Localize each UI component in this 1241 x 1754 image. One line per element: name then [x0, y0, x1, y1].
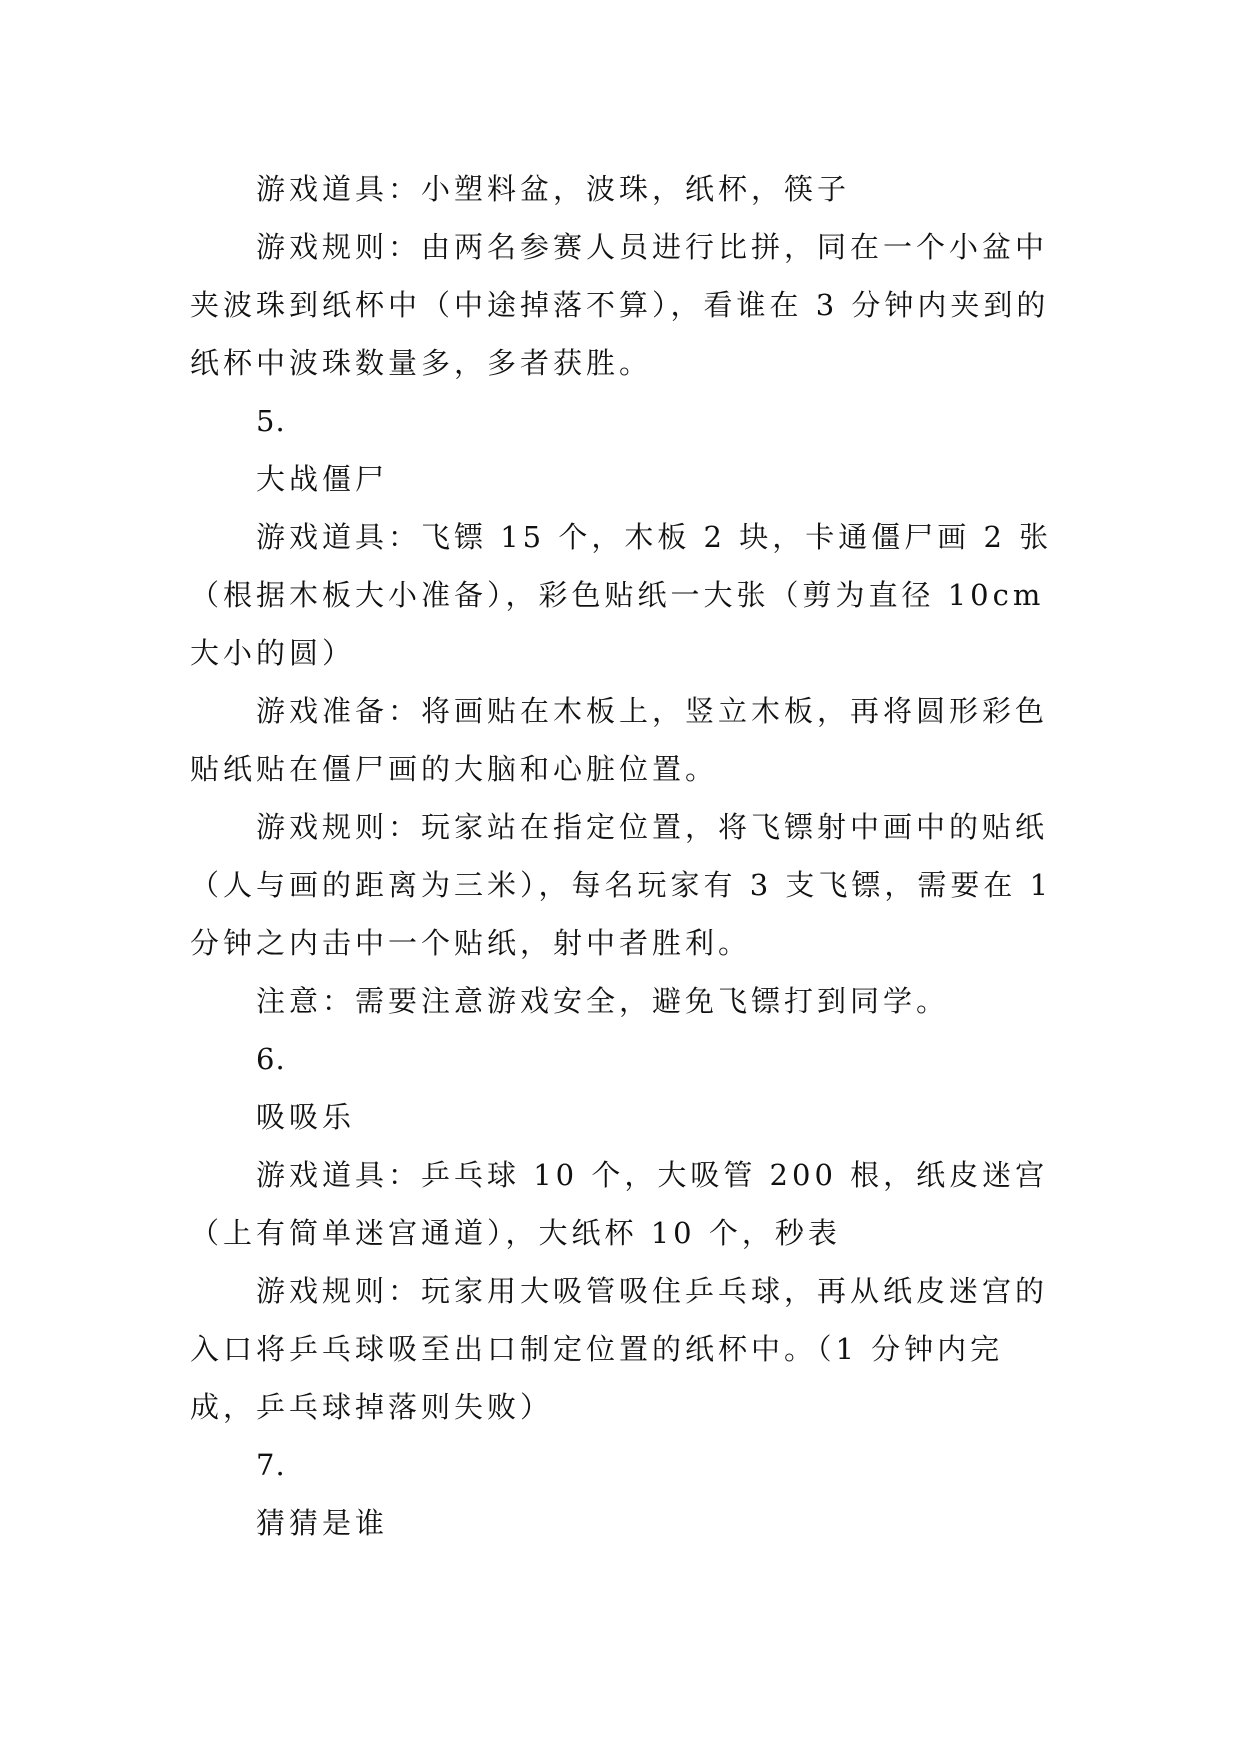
paragraph-note-zombie: 注意：需要注意游戏安全，避免飞镖打到同学。 — [256, 984, 950, 1018]
paragraph-rules-zombie: 游戏规则：玩家站在指定位置，将飞镖射中画中的贴纸（人与画的距离为三米），每名玩家有 3 支飞镖，需要在 1 分钟之内击中一个贴纸，射中者胜利。 — [190, 810, 1066, 960]
paragraph-props-zombie: 游戏道具：飞镖 15 个，木板 2 块，卡通僵尸画 2 张（根据木板大小准备），彩色贴纸一大张（剪为直径 10cm 大小的圆） — [190, 520, 1058, 670]
section-number-6: 6. — [256, 1042, 286, 1076]
section-number-7: 7. — [256, 1448, 286, 1482]
section-title-suck-fun: 吸吸乐 — [256, 1100, 356, 1134]
paragraph-rules-suck-fun: 游戏规则：玩家用大吸管吸住乒乓球，再从纸皮迷宫的入口将乒乓球吸至出口制定位置的纸杯中。（1 分钟内完成，乒乓球掉落则失败） — [190, 1274, 1049, 1424]
paragraph-prep-zombie: 游戏准备：将画贴在木板上，竖立木板，再将圆形彩色贴纸贴在僵尸画的大脑和心脏位置。 — [190, 694, 1049, 786]
section-title-zombie-battle: 大战僵尸 — [256, 462, 389, 496]
paragraph-rules-game4: 游戏规则：由两名参赛人员进行比拼，同在一个小盆中夹波珠到纸杯中（中途掉落不算），看谁在 3 分钟内夹到的纸杯中波珠数量多，多者获胜。 — [190, 230, 1050, 380]
paragraph-props-suck-fun: 游戏道具：乒乓球 10 个，大吸管 200 根，纸皮迷宫（上有简单迷宫通道），大纸杯 10 个，秒表 — [190, 1158, 1049, 1250]
document-body — [190, 160, 1066, 1552]
section-number-5: 5. — [256, 404, 286, 438]
section-title-guess-who: 猜猜是谁 — [256, 1506, 389, 1540]
paragraph-props-game4: 游戏道具：小塑料盆，波珠，纸杯，筷子 — [256, 172, 851, 206]
